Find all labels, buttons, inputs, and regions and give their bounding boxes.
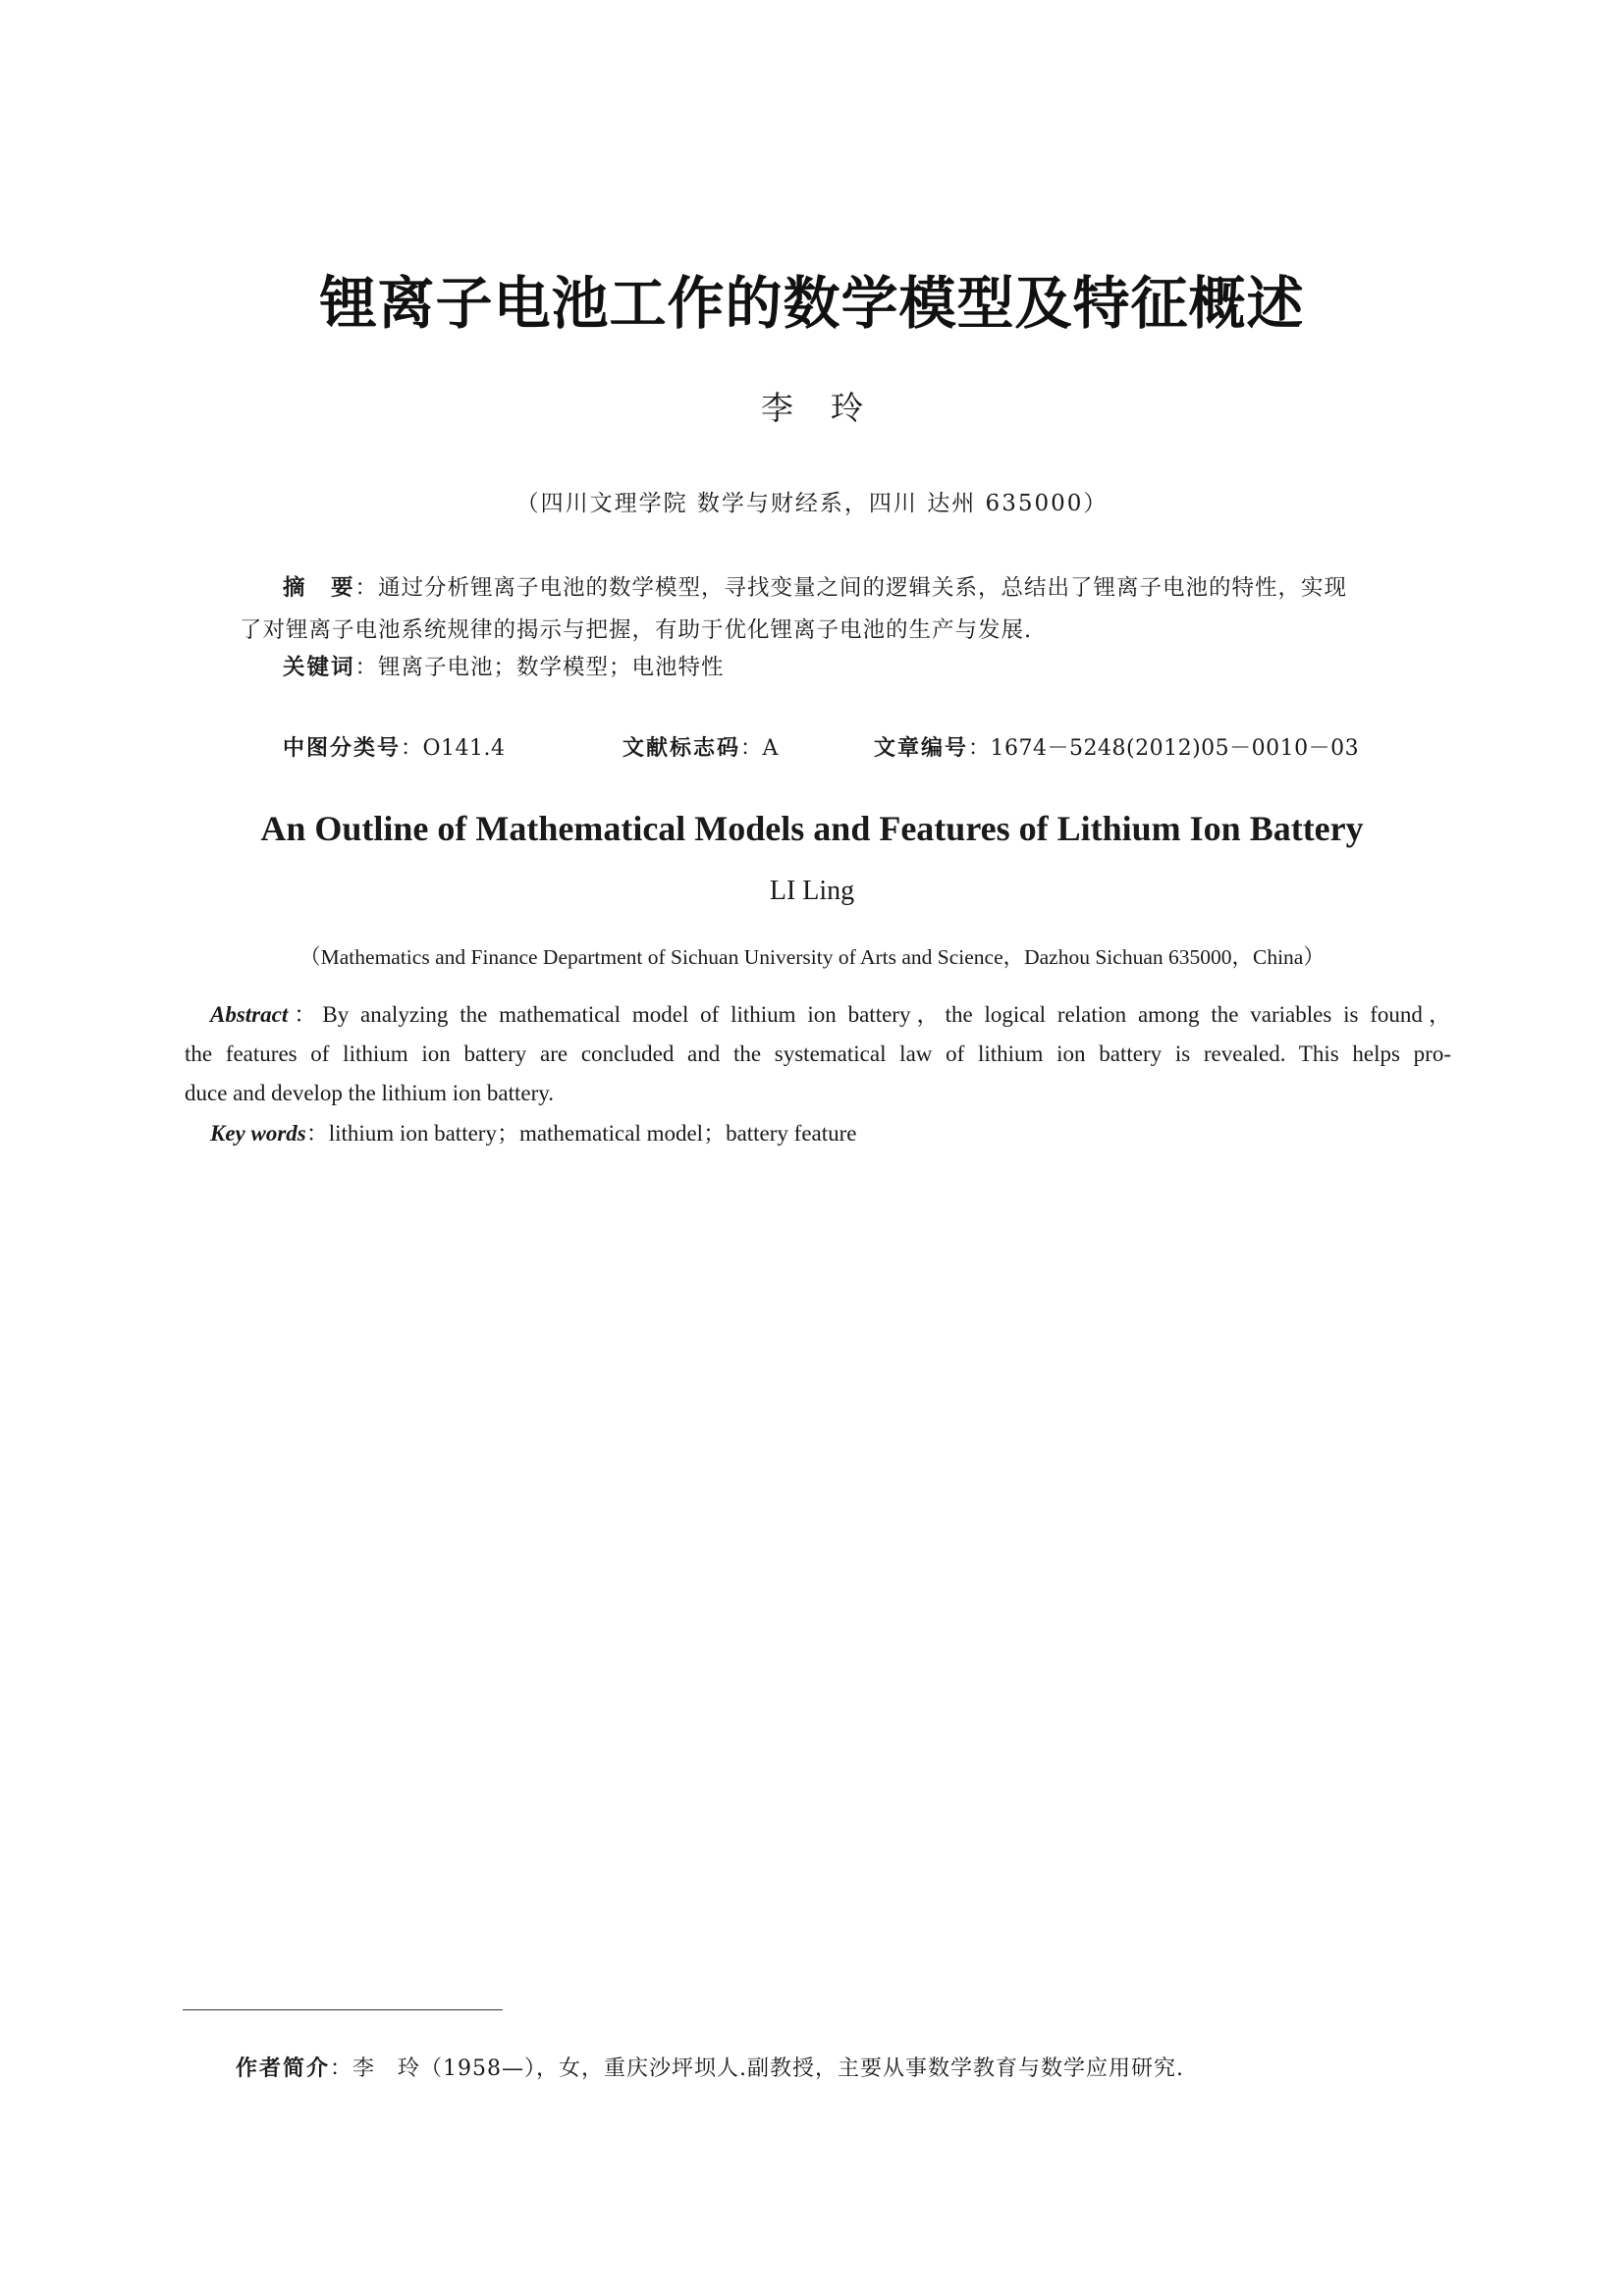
english-abstract-text-1: ：By analyzing the mathematical model of lithium ion battery，the logical relation among the variables is found， <box>288 1002 1451 1027</box>
footnote-divider <box>183 2009 503 2010</box>
author-surname: 李 <box>761 389 793 427</box>
chinese-keywords <box>283 650 725 681</box>
chinese-abstract <box>240 567 1404 652</box>
clc-value: ：O141.4 <box>401 736 506 761</box>
document-code-value: ：A <box>740 736 779 761</box>
footnote-text: ：李 玲（1958—），女，重庆沙坪坝人.副教授，主要从事数学教育与数学应用研究. <box>330 2056 1184 2081</box>
chinese-keywords-text: ：锂离子电池；数学模型；电池特性 <box>354 655 725 680</box>
clc-number <box>283 731 506 762</box>
clc-label: 中图分类号 <box>283 736 402 761</box>
document-code <box>623 731 779 762</box>
document-code-label: 文献标志码 <box>623 736 741 761</box>
chinese-abstract-label: 摘 要 <box>283 575 355 601</box>
english-abstract-line-3: duce and develop the lithium ion battery. <box>185 1081 554 1105</box>
english-keywords-text: ：lithium ion battery；mathematical model；battery feature <box>305 1121 857 1146</box>
article-number <box>874 731 1359 762</box>
author-footnote <box>236 2052 1184 2082</box>
english-abstract-label: Abstract <box>210 1002 289 1027</box>
footnote-label: 作者简介 <box>236 2056 331 2081</box>
english-affiliation: （Mathematics and Finance Department of Sichuan University of Arts and Science，Dazhou Sichuan 635000，China） <box>299 945 1325 969</box>
chinese-affiliation: （四川文理学院 数学与财经系，四川 达州 635000） <box>515 491 1109 516</box>
english-abstract <box>185 995 1451 1113</box>
chinese-abstract-line-1 <box>240 567 1404 610</box>
article-number-label: 文章编号 <box>874 736 969 761</box>
chinese-keywords-label: 关键词 <box>283 655 355 680</box>
article-number-value: ：1674－5248(2012)05－0010－03 <box>968 736 1360 761</box>
english-title: An Outline of Mathematical Models and Features of Lithium Ion Battery <box>260 809 1364 848</box>
chinese-title: 锂离子电池工作的数学模型及特征概述 <box>319 270 1305 337</box>
english-abstract-line-2: the features of lithium ion battery are concluded and the systematical law of lithium ion battery is revealed. This helps pro- <box>185 1041 1451 1066</box>
author-given-name: 玲 <box>831 389 863 427</box>
chinese-abstract-text-1: ：通过分析锂离子电池的数学模型，寻找变量之间的逻辑关系，总结出了锂离子电池的特性，实现 <box>354 575 1348 601</box>
chinese-abstract-line-2: 了对锂离子电池系统规律的揭示与把握，有助于优化锂离子电池的生产与发展. <box>240 617 1033 643</box>
english-keywords <box>210 1115 857 1148</box>
english-keywords-label: Key words <box>210 1121 306 1146</box>
english-abstract-line-1 <box>185 995 1451 1035</box>
english-author: LI Ling <box>769 876 855 906</box>
chinese-author <box>0 383 1624 429</box>
